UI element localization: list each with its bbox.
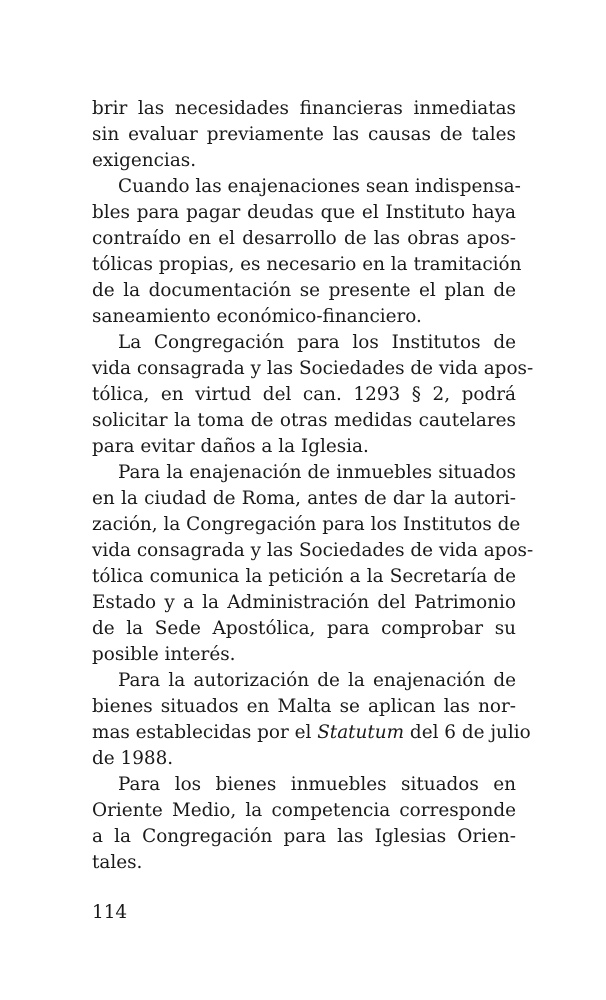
text-line: bles para pagar deudas que el Instituto haya bbox=[92, 202, 516, 223]
text-line: Estado y a la Administración del Patrimonio bbox=[92, 592, 516, 613]
paragraph bbox=[92, 772, 516, 876]
text-line bbox=[92, 720, 531, 746]
paragraph bbox=[92, 668, 531, 772]
text-line: tales. bbox=[92, 852, 143, 873]
page-number: 114 bbox=[92, 902, 128, 923]
text-line: posible interés. bbox=[92, 644, 236, 665]
text-line: tólica, en virtud del can. 1293 § 2, podrá bbox=[92, 384, 516, 405]
text-line: contraído en el desarrollo de las obras apos- bbox=[92, 228, 516, 249]
text-line: de 1988. bbox=[92, 748, 174, 769]
text-line: tólicas propias, es necesario en la tramitación bbox=[92, 254, 522, 275]
text-line: vida consagrada y las Sociedades de vida apos- bbox=[92, 540, 534, 561]
text-line: tólica comunica la petición a la Secretaría de bbox=[92, 566, 516, 587]
text-line: bienes situados en Malta se aplican las nor- bbox=[92, 696, 516, 717]
italic-title: Statutum bbox=[317, 722, 405, 743]
text-line: La Congregación para los Institutos de bbox=[118, 332, 516, 353]
text-line: Cuando las enajenaciones sean indispensa- bbox=[118, 176, 521, 197]
paragraph bbox=[92, 96, 516, 174]
text-line: de la documentación se presente el plan de bbox=[92, 280, 516, 301]
paragraph bbox=[92, 330, 534, 460]
text-line: zación, la Congregación para los Institutos de bbox=[92, 514, 521, 535]
text-line: vida consagrada y las Sociedades de vida apos- bbox=[92, 358, 534, 379]
text-line: Para la autorización de la enajenación de bbox=[118, 670, 516, 691]
text-segment: del 6 de julio bbox=[404, 722, 531, 743]
text-line: exigencias. bbox=[92, 150, 197, 171]
text-line: sin evaluar previamente las causas de tales bbox=[92, 124, 516, 145]
text-line: brir las necesidades financieras inmediatas bbox=[92, 98, 516, 119]
paragraph bbox=[92, 174, 522, 330]
text-line: para evitar daños a la Iglesia. bbox=[92, 436, 369, 457]
paragraph bbox=[92, 460, 534, 668]
text-line: Para la enajenación de inmuebles situados bbox=[118, 462, 516, 483]
text-line: en la ciudad de Roma, antes de dar la autori- bbox=[92, 488, 516, 509]
text-line: Oriente Medio, la competencia corresponde bbox=[92, 800, 516, 821]
page-body bbox=[92, 96, 534, 876]
text-segment: mas establecidas por el bbox=[92, 722, 318, 743]
text-line: Para los bienes inmuebles situados en bbox=[118, 774, 516, 795]
text-line: saneamiento económico-financiero. bbox=[92, 306, 422, 327]
text-line: de la Sede Apostólica, para comprobar su bbox=[92, 618, 516, 639]
text-line: a la Congregación para las Iglesias Orien- bbox=[92, 826, 516, 847]
text-line: solicitar la toma de otras medidas cautelares bbox=[92, 410, 516, 431]
